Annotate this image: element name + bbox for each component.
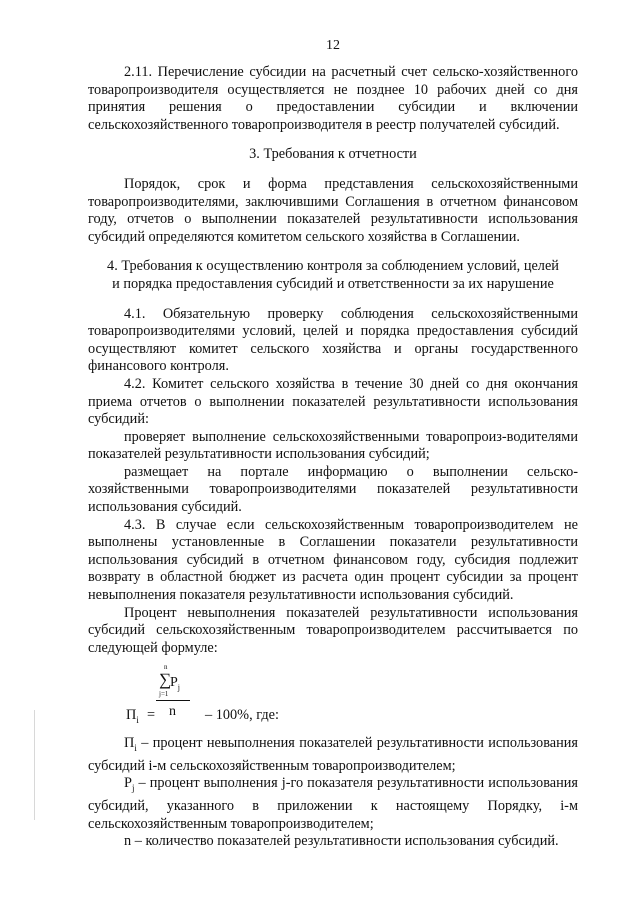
paragraph-3: Порядок, срок и форма представления сельскохозяйственными товаропроизводителями, заключившими Соглашения в отчетном финансовом году, отчетов о выполнении показателей результативности использования субсидий определяются комитетом сельского хозяйства в Соглашении. (88, 175, 578, 245)
definition-n: n – количество показателей результативности использования субсидий. (124, 833, 559, 850)
formula-fraction (154, 663, 194, 729)
fraction-bar (156, 700, 190, 701)
formula-denominator: n (169, 704, 176, 720)
paragraph-4-2-item-publish: размещает на портале информацию о выполнении сельско-хозяйственными товаропроизводителями показателей результативности использования субсидий. (88, 463, 578, 516)
formula-numerator: $P_j$ (170, 675, 181, 693)
definition-pi: $П_i$ – процент невыполнения показателей результативности использования субсидий i-м сельскохозяйственным товаропроизводителем; (88, 735, 578, 774)
page-number: 12 (326, 38, 340, 53)
definition-pj: $P_j$ – процент выполнения j-го показателя результативности использования субсидий, указанного в приложении к настоящему Порядку, i-м сельскохозяйственным товаропроизводителем; (88, 775, 578, 832)
paragraph-4-2-item-check: проверяет выполнение сельскохозяйственными товаропроиз-водителями показателей результативности использования субсидий; (88, 428, 578, 463)
section-3-heading: 3. Требования к отчетности (249, 146, 417, 163)
sum-symbol: ∑ (159, 670, 172, 690)
document-page (88, 0, 578, 905)
paragraph-4-2: 4.2. Комитет сельского хозяйства в течение 30 дней со дня окончания приема отчетов о выполнении показателей результативности использования субсидий: (88, 375, 578, 428)
paragraph-4-1: 4.1. Обязательную проверку соблюдения сельскохозяйственными товаропроизводителями условий, целей и порядка предоставления субсидий осуществляют комитет сельского хозяйства и органы государственного финансового контроля. (88, 305, 578, 375)
sum-upper-limit: n (164, 663, 168, 672)
paragraph-4-3: 4.3. В случае если сельскохозяйственным товаропроизводителем не выполнены установленные в Соглашении показатели результативности использования субсидий в отчетном финансовом году, субсидия подлежит возврату в областной бюджет из расчета один процент субсидии за процент невыполнения показателя результативности использования субсидий. (88, 516, 578, 604)
section-4-heading-line-2: и порядка предоставления субсидий и ответственности за их нарушение (112, 275, 554, 292)
paragraph-formula-intro: Процент невыполнения показателей результативности использования субсидий сельскохозяйственным товаропроизводителем рассчитывается по следующей формуле: (88, 604, 578, 656)
section-4-heading-line-1: 4. Требования к осуществлению контроля за соблюдением условий, целей (107, 258, 559, 275)
formula-equals: = (147, 707, 156, 724)
document-body (88, 64, 578, 851)
scan-margin-mark (34, 710, 35, 820)
formula-lhs: $П_i$ (126, 707, 139, 726)
sum-lower-limit: j=1 (159, 690, 169, 699)
formula-rest: – 100%, где: (205, 707, 279, 724)
paragraph-2-11: 2.11. Перечисление субсидии на расчетный счет сельско-хозяйственного товаропроизводителя осуществляется не позднее 10 рабочих дней со дня принятия решения о предоставлении субсидии и включении сельскохозяйственного товаропроизводителя в реестр получателей субсидий. (88, 64, 578, 133)
formula (88, 663, 578, 731)
